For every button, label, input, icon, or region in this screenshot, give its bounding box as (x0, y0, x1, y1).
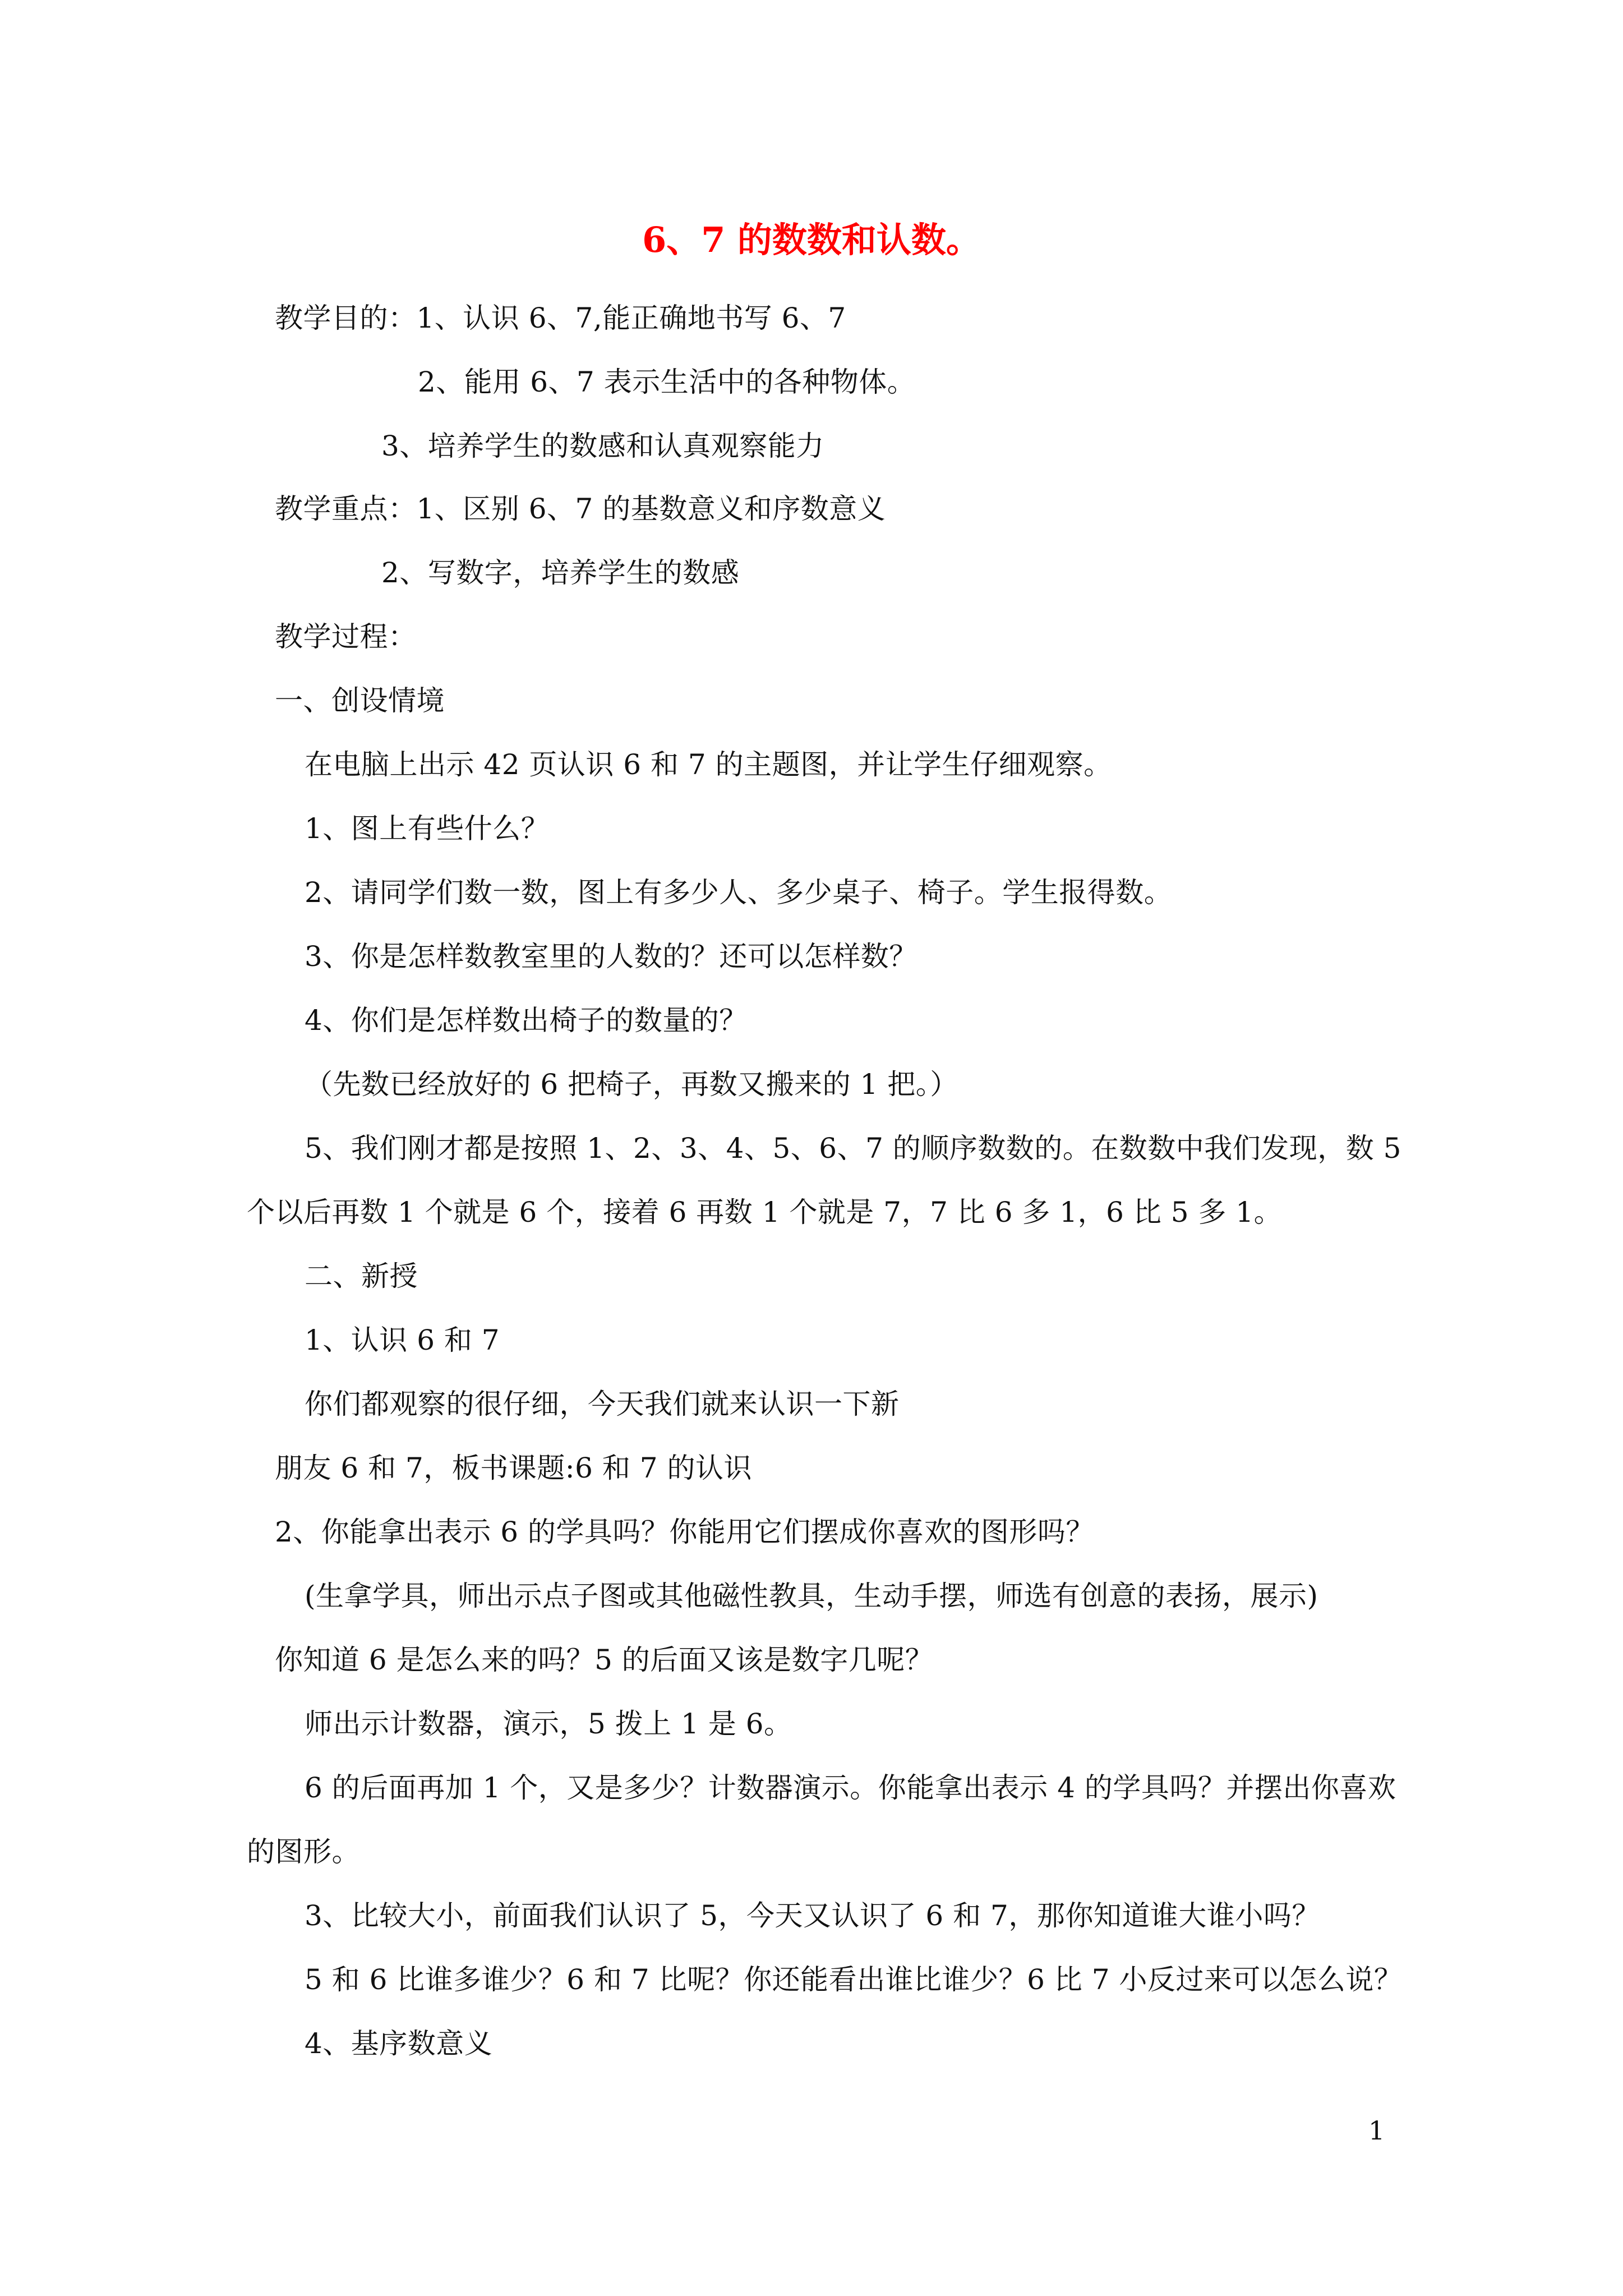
key-points-line-1: 教学重点：1、区别 6、7 的基数意义和序数意义 (275, 493, 886, 525)
page-number: 1 (1368, 2115, 1385, 2146)
objectives-line-1: 教学目的：1、认识 6、7,能正确地书写 6、7 (275, 302, 846, 334)
section2-part2-more-line-2: 的图形。 (247, 1835, 360, 1868)
section2-part1-heading: 1、认识 6 和 7 (305, 1324, 500, 1356)
section1-intro: 在电脑上出示 42 页认识 6 和 7 的主题图，并让学生仔细观察。 (305, 748, 1112, 781)
section1-question-1: 1、图上有些什么？ (305, 812, 550, 845)
section2-part2-note: (生拿学具，师出示点子图或其他磁性教具，生动手摆，师选有创意的表扬，展示) (305, 1580, 1318, 1612)
section2-part1-line-1: 你们都观察的很仔细，今天我们就来认识一下新 (305, 1388, 900, 1420)
objectives-line-3: 3、培养学生的数感和认真观察能力 (381, 430, 824, 462)
section1-question-5-line-1: 5、我们刚才都是按照 1、2、3、4、5、6、7 的顺序数数的。在数数中我们发现，数 5 (305, 1132, 1401, 1165)
section1-question-3: 3、你是怎样数教室里的人数的？还可以怎样数？ (305, 940, 917, 973)
key-points-line-2: 2、写数字，培养学生的数感 (381, 556, 740, 589)
document-title: 6、7 的数数和认数。 (642, 219, 981, 260)
process-heading: 教学过程： (275, 620, 417, 653)
section2-part2-demo: 师出示计数器，演示，5 拨上 1 是 6。 (305, 1708, 792, 1740)
section1-question-4: 4、你们是怎样数出椅子的数量的？ (305, 1004, 748, 1037)
section1-question-4-note: （先数已经放好的 6 把椅子，再数又搬来的 1 把。） (305, 1068, 958, 1101)
objectives-line-2: 2、能用 6、7 表示生活中的各种物体。 (418, 366, 916, 398)
section2-heading: 二、新授 (305, 1260, 418, 1292)
section2-part1-line-2: 朋友 6 和 7，板书课题:6 和 7 的认识 (275, 1452, 752, 1484)
section2-part3-line: 3、比较大小，前面我们认识了 5，今天又认识了 6 和 7，那你知道谁大谁小吗？ (305, 1899, 1320, 1932)
section1-heading: 一、创设情境 (275, 684, 445, 717)
section2-part3-question: 5 和 6 比谁多谁少？6 和 7 比呢？你还能看出谁比谁少？6 比 7 小反过来可以怎么说？ (305, 1963, 1403, 1996)
section2-part4-heading: 4、基序数意义 (305, 2027, 493, 2060)
section2-part2-question: 你知道 6 是怎么来的吗？5 的后面又该是数字几呢？ (275, 1644, 934, 1676)
section2-part2-line: 2、你能拿出表示 6 的学具吗？你能用它们摆成你喜欢的图形吗？ (275, 1516, 1094, 1548)
section2-part2-more-line-1: 6 的后面再加 1 个，又是多少？计数器演示。你能拿出表示 4 的学具吗？并摆出你喜欢 (305, 1772, 1396, 1804)
section1-question-5-line-2: 个以后再数 1 个就是 6 个，接着 6 再数 1 个就是 7，7 比 6 多 1，6 比 5 多 1。 (247, 1196, 1283, 1228)
section1-question-2: 2、请同学们数一数，图上有多少人、多少桌子、椅子。学生报得数。 (305, 876, 1173, 909)
